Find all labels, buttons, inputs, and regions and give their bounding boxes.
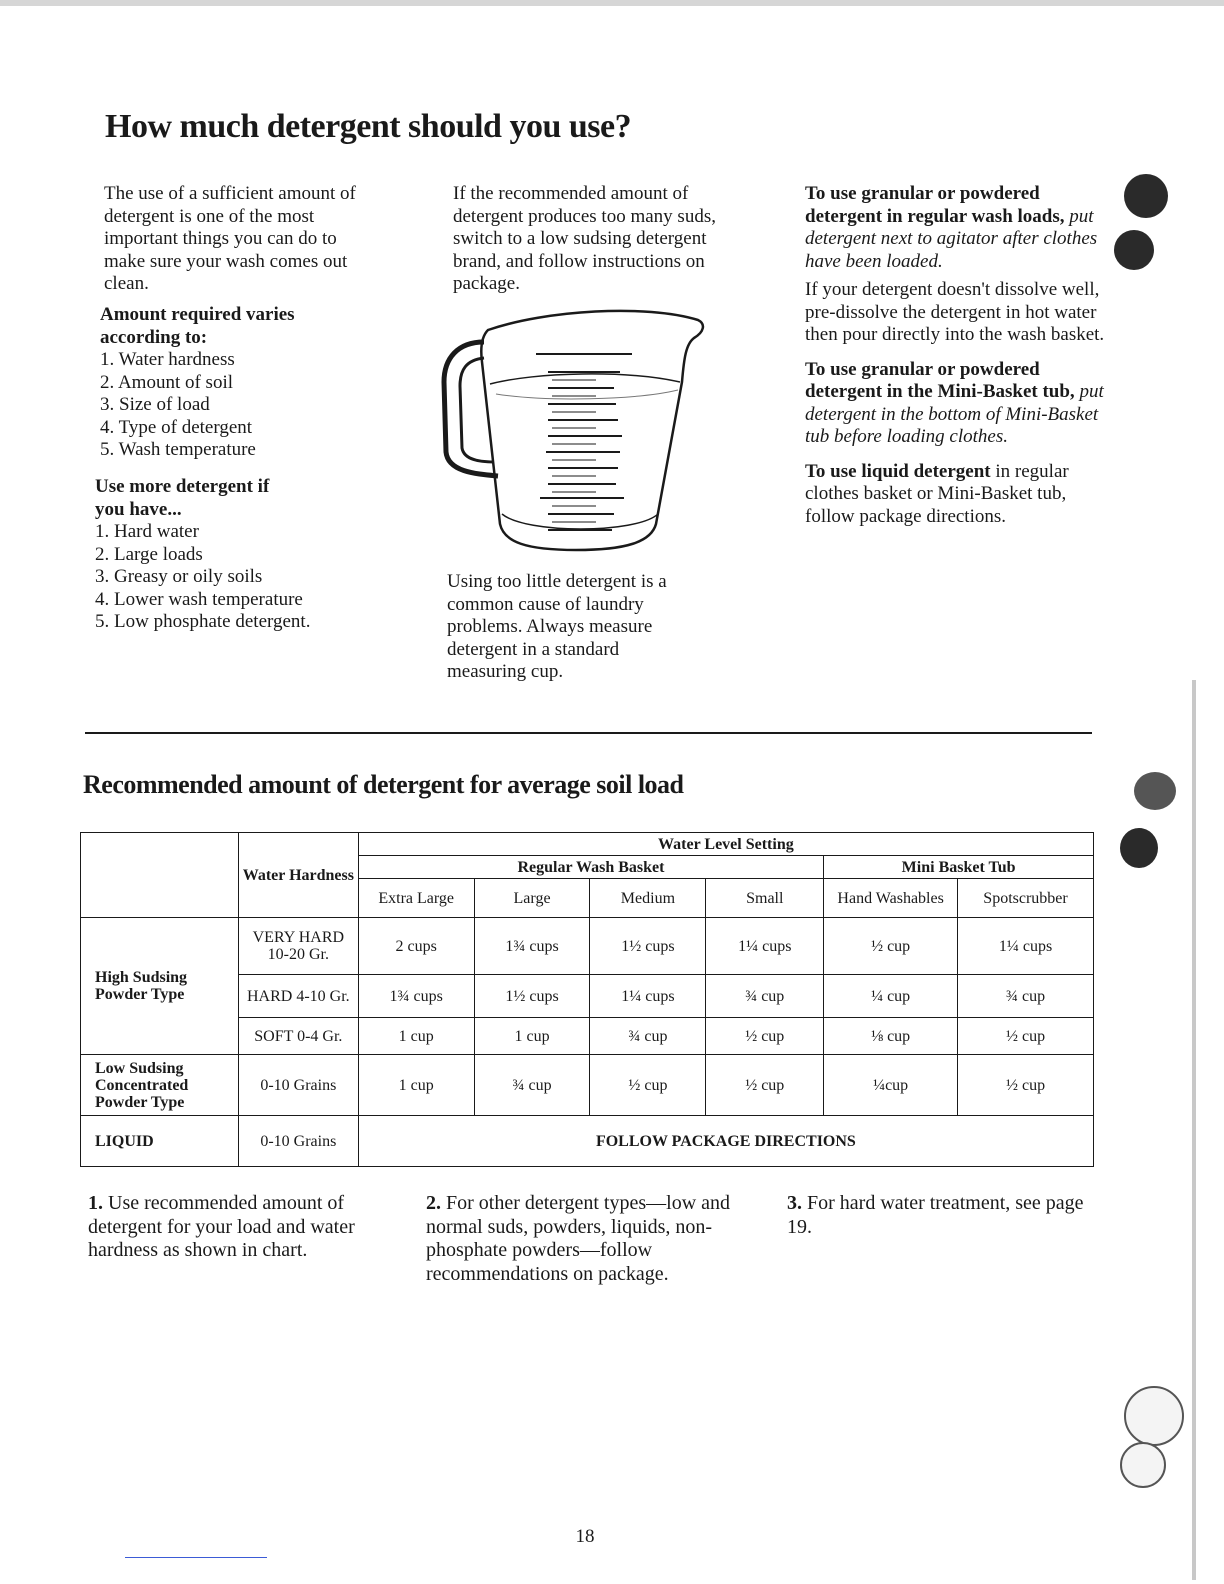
value-cell: ¾ cup <box>706 975 824 1018</box>
detergent-table <box>80 832 1094 1167</box>
amount-varies-heading: Amount required varies according to: <box>100 304 295 348</box>
column-header: Extra Large <box>358 879 474 918</box>
value-cell: ⅛ cup <box>824 1018 958 1055</box>
hardness-cell: VERY HARD 10-20 Gr. <box>238 918 358 975</box>
binder-ring-mark <box>1120 1442 1166 1488</box>
column-header: Hand Washables <box>824 879 958 918</box>
value-cell: ½ cup <box>590 1055 706 1116</box>
measuring-cup-illustration <box>436 302 712 556</box>
regular-loads-instruction: put detergent next to agitator after clothes have been loaded. <box>805 205 1098 272</box>
column-header: Large <box>474 879 590 918</box>
regular-loads-heading: To use granular or powdered detergent in regular wash loads, <box>805 183 1065 227</box>
list-item: 1. Water hardness <box>100 349 235 370</box>
low-sudsing-label: Low Sudsing Concentrated Powder Type <box>81 1055 239 1116</box>
hardness-cell: 0-10 Grains <box>238 1116 358 1167</box>
section-divider <box>85 732 1092 734</box>
value-cell: 2 cups <box>358 918 474 975</box>
amount-varies-list <box>100 349 390 462</box>
value-cell: 1¼ cups <box>706 918 824 975</box>
page-number: 18 <box>575 1526 595 1547</box>
liquid-label: LIQUID <box>81 1116 239 1167</box>
binder-hole-mark <box>1114 230 1154 270</box>
value-cell: ½ cup <box>706 1018 824 1055</box>
list-item: 3. Size of load <box>100 394 210 415</box>
caption-text: Using too little detergent is a common cause of laundry problems. Always measure detergent in a standard measuring cup. <box>447 571 667 682</box>
water-hardness-header: Water Hardness <box>238 833 358 918</box>
value-cell: 1½ cups <box>590 918 706 975</box>
hardness-cell: HARD 4-10 Gr. <box>238 975 358 1018</box>
amount-varies-section <box>100 304 390 472</box>
water-level-header: Water Level Setting <box>358 833 1093 856</box>
list-item: 4. Lower wash temperature <box>95 588 303 610</box>
value-cell: ¼cup <box>824 1055 958 1116</box>
value-cell: 1 cup <box>358 1018 474 1055</box>
note-text: Use recommended amount of detergent for your load and water hardness as shown in chart. <box>88 1192 355 1261</box>
hardness-cell: 0-10 Grains <box>238 1055 358 1116</box>
value-cell: ½ cup <box>706 1055 824 1116</box>
value-cell: ¾ cup <box>590 1018 706 1055</box>
value-cell: 1¼ cups <box>590 975 706 1018</box>
value-cell: 1¾ cups <box>474 918 590 975</box>
note-number: 1. <box>88 1192 103 1214</box>
scan-edge-top <box>0 0 1224 6</box>
regular-basket-header: Regular Wash Basket <box>358 856 823 879</box>
value-cell: ¾ cup <box>474 1055 590 1116</box>
column-left <box>104 183 379 306</box>
follow-directions-cell: FOLLOW PACKAGE DIRECTIONS <box>358 1116 1093 1167</box>
column-header: Medium <box>590 879 706 918</box>
table-row <box>81 918 1094 975</box>
column-right <box>805 183 1105 538</box>
list-item: 5. Low phosphate detergent. <box>95 611 311 632</box>
table-row <box>81 1055 1094 1116</box>
value-cell: ½ cup <box>958 1018 1094 1055</box>
use-more-list <box>95 521 385 634</box>
list-item: 3. Greasy or oily soils <box>95 566 263 587</box>
table-row <box>81 1116 1094 1167</box>
mini-basket-heading: To use granular or powdered detergent in the Mini-Basket tub, <box>805 358 1075 402</box>
value-cell: ½ cup <box>824 918 958 975</box>
list-item: 5. Wash temperature <box>100 439 256 460</box>
predissolve-paragraph: If your detergent doesn't dissolve well, pre-dissolve the detergent in hot water then pour directly into the wash basket. <box>805 279 1105 345</box>
underline-mark <box>125 1557 267 1558</box>
note-text: For hard water treatment, see page 19. <box>787 1192 1084 1238</box>
list-item: 4. Type of detergent <box>100 416 253 438</box>
binder-hole-mark <box>1120 828 1158 868</box>
note-3 <box>787 1192 1087 1239</box>
use-more-section <box>95 476 385 644</box>
high-sudsing-label: High Sudsing Powder Type <box>81 918 239 1055</box>
binder-hole-mark <box>1124 174 1168 218</box>
use-more-heading: Use more detergent if you have... <box>95 476 270 520</box>
note-number: 3. <box>787 1192 802 1214</box>
value-cell: 1 cup <box>474 1018 590 1055</box>
note-text: For other detergent types—low and normal suds, powders, liquids, non-phosphate powders—follow recommendations on package. <box>426 1192 731 1285</box>
value-cell: ½ cup <box>958 1055 1094 1116</box>
binder-hole-mark <box>1134 772 1176 810</box>
section-title: Recommended amount of detergent for average soil load <box>83 770 684 799</box>
mini-basket-header: Mini Basket Tub <box>824 856 1094 879</box>
note-2 <box>426 1192 731 1286</box>
page-title: How much detergent should you use? <box>105 108 632 145</box>
value-cell: 1¾ cups <box>358 975 474 1018</box>
column-header: Small <box>706 879 824 918</box>
list-item: 2. Large loads <box>95 543 203 565</box>
value-cell: 1 cup <box>358 1055 474 1116</box>
suds-paragraph: If the recommended amount of detergent produces too many suds, switch to a low sudsing detergent brand, and follow instructions on package. <box>453 183 716 294</box>
table-corner-cell <box>81 833 239 918</box>
cup-caption <box>447 571 702 694</box>
value-cell: 1¼ cups <box>958 918 1094 975</box>
mini-basket-instruction: put detergent in the bottom of Mini-Basket tub before loading clothes. <box>805 381 1104 447</box>
liquid-heading: To use liquid detergent <box>805 460 991 482</box>
column-header: Spotscrubber <box>958 879 1094 918</box>
list-item: 2. Amount of soil <box>100 371 234 393</box>
note-1 <box>88 1192 378 1263</box>
liquid-instruction: in regular clothes basket or Mini-Basket tub, follow package directions. <box>805 460 1069 527</box>
value-cell: ¼ cup <box>824 975 958 1018</box>
note-number: 2. <box>426 1192 441 1214</box>
column-middle <box>453 183 748 306</box>
intro-paragraph: The use of a sufficient amount of detergent is one of the most important things you can do to make sure your wash comes out clean. <box>104 183 356 294</box>
scan-edge-right <box>1192 680 1196 1580</box>
value-cell: ¾ cup <box>958 975 1094 1018</box>
value-cell: 1½ cups <box>474 975 590 1018</box>
list-item: 1. Hard water <box>95 521 199 542</box>
hardness-cell: SOFT 0-4 Gr. <box>238 1018 358 1055</box>
binder-ring-mark <box>1124 1386 1184 1446</box>
